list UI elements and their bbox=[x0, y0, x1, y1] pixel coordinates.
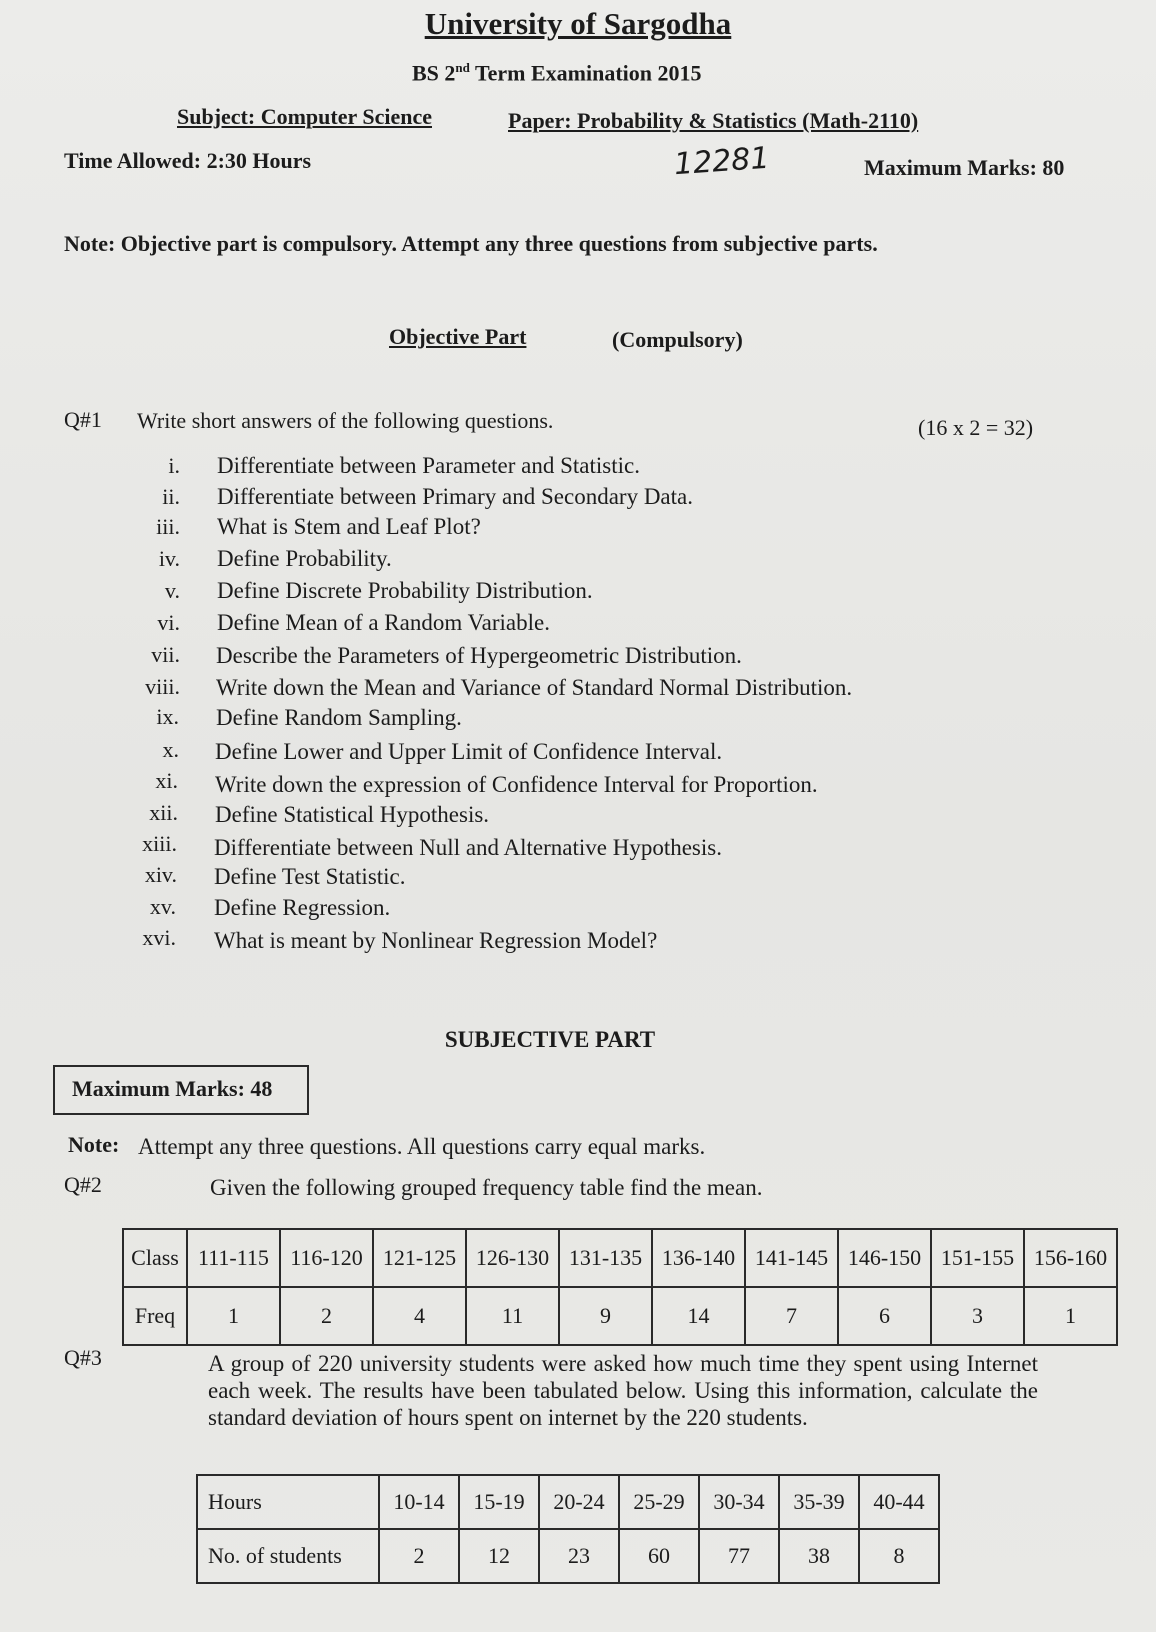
freq-cell: 11 bbox=[466, 1287, 559, 1345]
q2-number: Q#2 bbox=[64, 1172, 102, 1197]
paper-label: Paper: Probability & Statistics (Math-2110) bbox=[508, 108, 919, 133]
subjective-note-text: Attempt any three questions. All questions carry equal marks. bbox=[138, 1134, 706, 1159]
students-cell: 38 bbox=[779, 1529, 859, 1583]
q1-marks: (16 x 2 = 32) bbox=[918, 415, 1034, 440]
question-text: Define Mean of a Random Variable. bbox=[217, 610, 550, 635]
freq-cell: 1 bbox=[1024, 1287, 1117, 1345]
question-text: Write down the Mean and Variance of Standard Normal Distribution. bbox=[216, 675, 853, 700]
table-row bbox=[197, 1529, 939, 1583]
hours-cell: 20-24 bbox=[539, 1475, 619, 1529]
question-text: What is meant by Nonlinear Regression Model? bbox=[214, 928, 658, 953]
row-header: Hours bbox=[197, 1475, 379, 1529]
time-allowed: Time Allowed: 2:30 Hours bbox=[64, 148, 312, 173]
class-cell: 116-120 bbox=[280, 1229, 373, 1287]
hours-cell: 15-19 bbox=[459, 1475, 539, 1529]
subject-label: Subject: Computer Science bbox=[177, 104, 432, 129]
question-text: Define Discrete Probability Distribution. bbox=[217, 578, 593, 603]
freq-cell: 2 bbox=[280, 1287, 373, 1345]
question-number: xi. bbox=[155, 768, 178, 793]
question-text: Define Random Sampling. bbox=[216, 705, 462, 730]
freq-cell: 14 bbox=[652, 1287, 745, 1345]
freq-cell: 7 bbox=[745, 1287, 838, 1345]
q3-number: Q#3 bbox=[64, 1345, 102, 1370]
subjective-max-marks: Maximum Marks: 48 bbox=[72, 1076, 273, 1101]
question-number: viii. bbox=[145, 674, 180, 699]
class-cell: 126-130 bbox=[466, 1229, 559, 1287]
table-row bbox=[197, 1475, 939, 1529]
class-cell: 141-145 bbox=[745, 1229, 838, 1287]
class-cell: 136-140 bbox=[652, 1229, 745, 1287]
q1-number: Q#1 bbox=[64, 407, 102, 432]
hours-cell: 30-34 bbox=[699, 1475, 779, 1529]
question-number: x. bbox=[162, 737, 179, 762]
grouped-frequency-table bbox=[122, 1228, 1118, 1346]
hours-cell: 25-29 bbox=[619, 1475, 699, 1529]
freq-cell: 1 bbox=[187, 1287, 280, 1345]
class-cell: 121-125 bbox=[373, 1229, 466, 1287]
question-text: Define Regression. bbox=[214, 895, 391, 920]
question-number: ii. bbox=[162, 484, 180, 509]
students-cell: 2 bbox=[379, 1529, 459, 1583]
subjective-note-label: Note: bbox=[68, 1132, 120, 1157]
question-text: Define Statistical Hypothesis. bbox=[215, 802, 490, 827]
question-number: ix. bbox=[156, 704, 179, 729]
table-row bbox=[123, 1229, 1117, 1287]
q1-instruction: Write short answers of the following questions. bbox=[137, 408, 554, 433]
question-text: Write down the expression of Confidence Interval for Proportion. bbox=[215, 772, 818, 797]
question-number: iv. bbox=[158, 546, 180, 571]
table-row bbox=[123, 1287, 1117, 1345]
class-cell: 131-135 bbox=[559, 1229, 652, 1287]
class-cell: 111-115 bbox=[187, 1229, 280, 1287]
students-cell: 60 bbox=[619, 1529, 699, 1583]
question-number: xiii. bbox=[142, 831, 177, 856]
class-cell: 151-155 bbox=[931, 1229, 1024, 1287]
question-text: Differentiate between Primary and Secondary Data. bbox=[217, 484, 693, 509]
question-text: Define Test Statistic. bbox=[214, 864, 406, 889]
hours-cell: 10-14 bbox=[379, 1475, 459, 1529]
objective-title: Objective Part bbox=[389, 324, 527, 349]
general-note: Note: Objective part is compulsory. Attempt any three questions from subjective parts. bbox=[64, 231, 878, 256]
freq-cell: 4 bbox=[373, 1287, 466, 1345]
question-number: xvi. bbox=[142, 925, 176, 950]
question-number: iii. bbox=[156, 514, 180, 539]
hours-table bbox=[196, 1474, 940, 1584]
question-number: vii. bbox=[151, 642, 180, 667]
students-cell: 77 bbox=[699, 1529, 779, 1583]
students-cell: 8 bbox=[859, 1529, 939, 1583]
hours-cell: 40-44 bbox=[859, 1475, 939, 1529]
students-cell: 12 bbox=[459, 1529, 539, 1583]
question-number: v. bbox=[164, 578, 180, 603]
question-text: Differentiate between Parameter and Statistic. bbox=[217, 453, 640, 478]
row-header: Class bbox=[123, 1229, 187, 1287]
university-title: University of Sargodha bbox=[424, 6, 732, 41]
class-cell: 146-150 bbox=[838, 1229, 931, 1287]
hours-cell: 35-39 bbox=[779, 1475, 859, 1529]
q2-text: Given the following grouped frequency table find the mean. bbox=[210, 1175, 763, 1200]
row-header: Freq bbox=[123, 1287, 187, 1345]
question-text: Describe the Parameters of Hypergeometric Distribution. bbox=[216, 643, 742, 668]
freq-cell: 6 bbox=[838, 1287, 931, 1345]
freq-cell: 9 bbox=[559, 1287, 652, 1345]
students-cell: 23 bbox=[539, 1529, 619, 1583]
exam-title: BS 2nd Term Examination 2015 bbox=[412, 60, 702, 86]
question-number: xiv. bbox=[144, 862, 177, 887]
question-text: Differentiate between Null and Alternative Hypothesis. bbox=[214, 835, 722, 860]
question-number: xv. bbox=[149, 894, 176, 919]
objective-compulsory: (Compulsory) bbox=[612, 327, 743, 352]
question-text: What is Stem and Leaf Plot? bbox=[217, 514, 481, 539]
maximum-marks: Maximum Marks: 80 bbox=[864, 155, 1065, 180]
question-number: xii. bbox=[149, 800, 178, 825]
row-header: No. of students bbox=[197, 1529, 379, 1583]
class-cell: 156-160 bbox=[1024, 1229, 1117, 1287]
question-text: Define Probability. bbox=[217, 546, 392, 571]
question-number: i. bbox=[168, 453, 180, 478]
handwritten-number: 12281 bbox=[672, 140, 771, 183]
question-number: vi. bbox=[157, 610, 180, 635]
freq-cell: 3 bbox=[931, 1287, 1024, 1345]
q3-text: A group of 220 university students were asked how much time they spent using Internet each week. The results have been tabulated below. Using this information, calculate the standard deviation of hours spent on internet by the 220 students. bbox=[208, 1351, 1038, 1430]
subjective-title: SUBJECTIVE PART bbox=[444, 1027, 656, 1052]
question-text: Define Lower and Upper Limit of Confidence Interval. bbox=[215, 739, 723, 764]
